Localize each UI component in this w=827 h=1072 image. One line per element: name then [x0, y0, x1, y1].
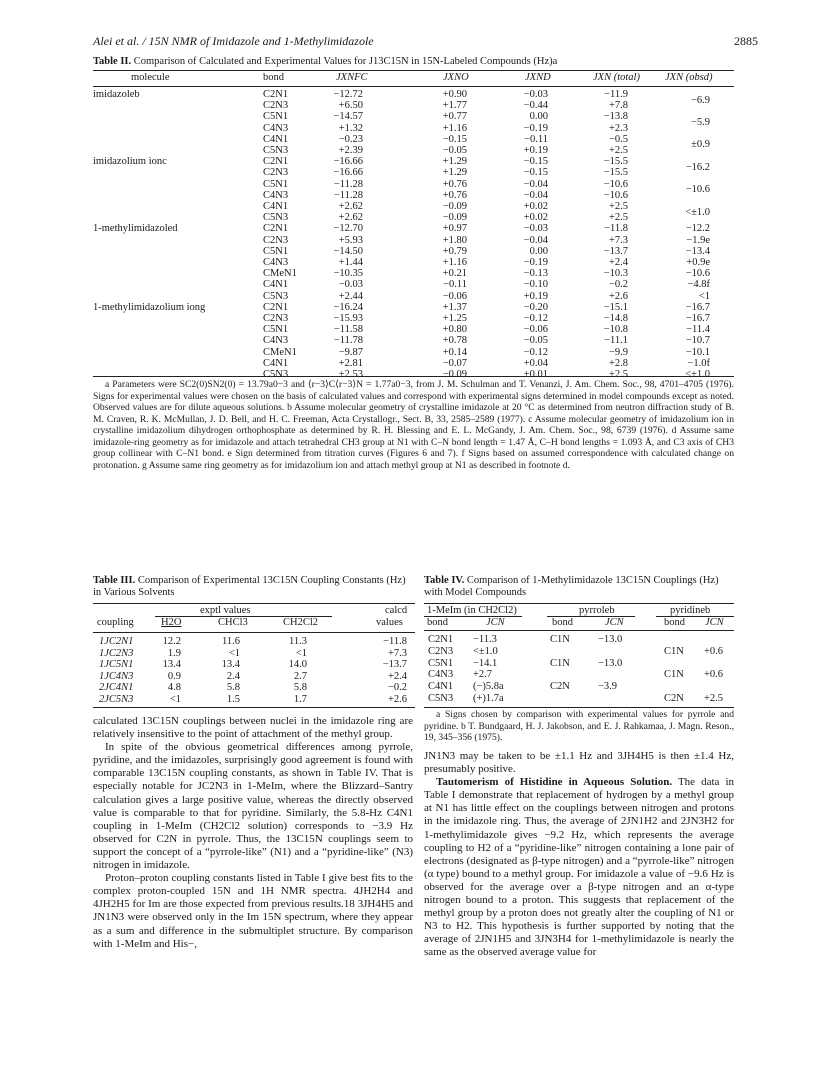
table2-cell-o: +0.14	[442, 346, 467, 358]
table3-col-values: values	[376, 617, 403, 628]
table2-cell-bond: C5N3	[263, 369, 289, 380]
section-heading: Tautomerism of Histidine in Aqueous Solution.	[436, 776, 673, 789]
table3-col-h2o: H2O	[161, 617, 182, 628]
table4-cell-bond-3: C1N	[664, 645, 684, 657]
table4-cell-bond-3: C1N	[664, 669, 684, 681]
table4-cell-bond-1: C5N1	[428, 657, 454, 669]
table2-cell-fc: +2.62	[338, 201, 363, 212]
table2-cell-o: +0.21	[442, 268, 467, 280]
table2-cell-d: −0.03	[523, 223, 548, 235]
table3-cell-ch2cl2: 1.7	[293, 694, 307, 705]
table3-col-coupling: coupling	[97, 617, 134, 628]
table2-cell-bond: C5N3	[263, 212, 289, 224]
col-header-molecule: molecule	[131, 72, 170, 83]
table4-cell-bond-2: C2N	[550, 681, 570, 693]
table2-cell-obsd: −1.0f	[687, 357, 710, 369]
table2-cell-fc: −0.23	[338, 133, 363, 145]
table2-cell-bond: C4N1	[263, 201, 289, 212]
table2-cell-o: +1.16	[442, 122, 467, 134]
table2-cell-bond: C4N1	[263, 133, 289, 145]
left-para-1: calculated 13C15N couplings between nuclei in the imidazole ring are relatively insensitive to the point of attachment of the methyl group.	[93, 715, 413, 741]
table3-cell-ch2cl2: 5.8	[293, 682, 307, 694]
table2-cell-total: −15.5	[603, 156, 628, 168]
table4-cell-bond-1: C2N3	[428, 645, 454, 657]
table2-cell-fc: −14.57	[333, 111, 363, 123]
table2-cell-total: +2.5	[608, 201, 628, 212]
col-header-jxn-total: JXN (total)	[593, 72, 640, 83]
table2-cell-obsd: −16.2	[685, 161, 710, 173]
table2-cell-total: −14.8	[603, 313, 628, 324]
table4-cell-bond-2: C1N	[550, 657, 570, 669]
table2-cell-fc: −11.28	[333, 189, 363, 201]
table2-cell-fc: −14.50	[333, 245, 363, 257]
table2-cell-o: +1.37	[442, 301, 467, 313]
table3-cell-chcl3: 2.4	[226, 670, 240, 682]
table4-sub-jcn-3: JCN	[705, 617, 724, 628]
table2-cell-d: −0.04	[523, 234, 548, 246]
table4-cell-jcn-2: −13.0	[598, 634, 623, 645]
table2-cell-fc: −15.93	[333, 313, 363, 324]
table2-cell-total: +2.6	[608, 290, 628, 302]
table2-cell-total: −0.5	[608, 133, 628, 145]
table2-cell-molecule: 1-methylimidazolium iong	[93, 301, 206, 313]
table2-cell-o: +0.80	[442, 324, 467, 336]
table3-cell-ch2cl2: <1	[295, 647, 307, 659]
table2-cell-o: +1.29	[442, 167, 467, 179]
table2-cell-total: +2.5	[608, 369, 628, 380]
table2-cell-bond: C5N1	[263, 324, 289, 336]
table2-cell-obsd: <±1.0	[685, 369, 710, 380]
table2-cell-d: −0.19	[523, 122, 548, 134]
table3-cell-calcd: +2.6	[387, 694, 407, 705]
table2-cell-d: −0.19	[523, 257, 548, 268]
table2-cell-d: 0.00	[529, 111, 548, 123]
table4-cell-bond-1: C4N1	[428, 681, 454, 693]
table2-cell-total: −11.1	[604, 335, 628, 347]
table2-cell-fc: −0.03	[338, 279, 363, 291]
table2-cell-total: −9.9	[608, 346, 628, 358]
table3-cell-ch2cl2: 11.3	[289, 636, 307, 647]
table3-cell-h2o: <1	[169, 694, 181, 705]
table2-cell-o: +1.77	[442, 100, 467, 112]
table2-header-rule	[93, 86, 734, 87]
table2-cell-molecule: imidazolium ionc	[93, 156, 167, 168]
table2-cell-o: −0.07	[442, 357, 467, 369]
table2-cell-o: +1.16	[442, 257, 467, 268]
page-number: 2885	[734, 34, 758, 48]
table2-cell-bond: C5N1	[263, 245, 289, 257]
table2-cell-total: −15.5	[603, 167, 628, 179]
table2-cell-total: −15.1	[603, 301, 628, 313]
table3-cell-coupling: 2JC4N1	[99, 682, 134, 694]
table2-cell-o: +0.77	[442, 111, 467, 123]
table4-cell-jcn-3: +0.6	[704, 669, 724, 681]
table4-cell-jcn-2: −3.9	[598, 681, 618, 693]
table2-cell-fc: −11.28	[333, 178, 363, 190]
table2-cell-bond: C2N1	[263, 156, 289, 168]
table3-cell-chcl3: 1.5	[226, 694, 240, 705]
table2-cell-fc: +5.93	[338, 234, 363, 246]
right-para-2-text: The data in Table I demonstrate that replacement of hydrogen by a methyl group at N1 has little effect on the couplings between nitrogen and protons in the imidazole ring. Thus, the average of 2JN1H2 and 2JN3H2 for 1-methylimidazole gives −9.2 Hz, which represents the average coupling to H2 of a “pyridine-like” nitrogen containing a lone pair of electrons (designated as β-type nitrogen) and a “pyrrole-like” nitrogen (α type) bound to a methyl group. For imidazole a value of −9.6 Hz is observed for the average over a β-type nitrogen and an α-type nitrogen bound to a proton. This suggests that replacement of the methyl group by a proton does not greatly alter the coupling of N1 or N3 to H2. This hypothesis is further supported by noting that the average of 2JN1H5 and 3JN3H4 for 1-methylimidazole is nearly the same as the observed average value for	[424, 776, 734, 959]
table4-cell-jcn-1: −14.1	[473, 657, 498, 669]
table2-cell-d: −0.20	[523, 301, 548, 313]
table2-cell-fc: −16.66	[333, 167, 363, 179]
table2-cell-bond: C2N3	[263, 100, 289, 112]
table2-cell-obsd: −16.7	[685, 301, 710, 313]
col-header-jxn-fc: JXNFC	[336, 72, 368, 83]
table3-cell-coupling: 1JC2N3	[99, 647, 134, 659]
table3-cell-calcd: +2.4	[387, 670, 407, 682]
table2-cell-fc: +1.32	[338, 122, 363, 134]
table4-footnote: a Signs chosen by comparison with experimental values for pyrrole and pyridine. b T. Bundgaard, H. J. Jakobson, and E. J. Rahkamaa, J. Magn. Reson., 19, 345–356 (1975).	[424, 709, 734, 743]
table3-cell-h2o: 12.2	[162, 636, 181, 647]
table2-cell-obsd: +0.9e	[686, 257, 710, 268]
table2-cell-bond: C4N3	[263, 335, 289, 347]
table2-cell-obsd: −6.9	[690, 94, 710, 106]
table2-cell-bond: C4N1	[263, 357, 289, 369]
table2-cell-fc: −16.24	[333, 301, 363, 313]
table2-cell-bond: C4N1	[263, 279, 289, 291]
table3-top-rule	[93, 603, 415, 604]
table2-cell-fc: −16.66	[333, 156, 363, 168]
table4-sub-bond-1: bond	[427, 617, 448, 628]
table2-cell-total: +2.3	[608, 122, 628, 134]
table2-cell-molecule: 1-methylimidazoled	[93, 223, 178, 235]
table4-cell-jcn-3: +2.5	[704, 693, 724, 704]
table2-cell-bond: C2N1	[263, 89, 289, 100]
table2-cell-bond: C5N3	[263, 145, 289, 156]
table2-cell-o: −0.05	[442, 145, 467, 156]
table4-cell-bond-2: C1N	[550, 634, 570, 645]
table2-cell-total: −13.7	[603, 245, 628, 257]
table4-cell-jcn-3: +0.6	[704, 645, 724, 657]
table2-cell-o: −0.11	[443, 279, 467, 291]
table2-footnote: a Parameters were SC2(0)SN2(0) = 13.79a0−3 and ⟨r−3⟩C⟨r−3⟩N = 1.77a0−3, from J. M. Schulman and T. Venanzi, J. Am. Chem. Soc., 98, 4701–4705 (1976). Signs for experimental values were chosen on the basis of calculated values and correspond with experimental signs determined in model compounds except as noted. Observed values are for dilute aqueous solutions. b Assume molecular geometry of crystalline imidazole at 20 °C as determined from neutron diffraction study of B. M. Craven, R. K. McMullan, J. D. Bell, and H. C. Freeman, Acta Crystallogr., Sect. B, 33, 2585–2589 (1977). c Assume molecular geometry of imidazolium ion in crystalline imidazolium dihydrogen orthophosphate as determined by R. H. Blessing and E. L. McGandy, J. Am. Chem. Soc., 98, 6739 (1976). d Assume same imidazole-ring geometry as for imidazole and attach tetrahedral CH3 group at N1 with C–N bond length = 1.47 Å, C–H bond lengths = 1.093 Å, and C3 axis of CH3 group collinear with C–N1 bond. e Sign determined from titration curves (Figures 6 and 7). f Signs based on assumed correspondence with calculated change on protonation. g Assume same ring geometry as for imidazolium ion and attach methyl group at N1 as described in footnote d.	[93, 379, 734, 471]
table3-cell-coupling: 2JC5N3	[99, 694, 134, 705]
table2-cell-bond: CMeN1	[263, 268, 297, 280]
table2-cell-d: +0.02	[523, 201, 548, 212]
table3-cell-calcd: −11.8	[383, 636, 407, 647]
table4-cell-bond-1: C2N1	[428, 634, 454, 645]
table2-cell-d: +0.04	[523, 357, 548, 369]
table4-cell-bond-3: C2N	[664, 693, 684, 704]
table4-caption-label: Table IV.	[424, 575, 465, 586]
table2-cell-bond: C2N3	[263, 234, 289, 246]
table3-header-rule	[93, 632, 415, 633]
right-para-2	[424, 776, 734, 959]
table4-sub-jcn-1: JCN	[486, 617, 505, 628]
table4-group-pyrrole: pyrroleb	[579, 605, 615, 616]
table2-cell-bond: C5N1	[263, 178, 289, 190]
table2-cell-obsd: −10.1	[685, 346, 710, 358]
table2-cell-o: −0.15	[442, 133, 467, 145]
table3-caption-text: Comparison of Experimental 13C15N Coupling Constants (Hz) in Various Solvents	[93, 575, 406, 598]
table2-cell-total: +2.5	[608, 212, 628, 224]
table2-cell-o: +1.25	[442, 313, 467, 324]
table2-cell-o: +0.78	[442, 335, 467, 347]
table3-cell-chcl3: <1	[228, 647, 240, 659]
table2-cell-d: −0.03	[523, 89, 548, 100]
table3-cell-chcl3: 11.6	[222, 636, 240, 647]
left-para-3: Proton–proton coupling constants listed in Table I give best fits to the complex proton-coupled 15N and 1H NMR spectra. 4JH2H4 and 4JH2H5 for Im are those expected from previous results.18 3JH4H5 and JN1N3 were observed only in the Im 15N spectrum, where they appear as a sum and difference in the submultiplet structure. By comparison with 1-MeIm and His−,	[93, 872, 413, 950]
table2-cell-o: −0.06	[442, 290, 467, 302]
table3-cell-chcl3: 5.8	[226, 682, 240, 694]
table3-cell-h2o: 4.8	[167, 682, 181, 694]
table2-cell-total: −11.8	[604, 223, 628, 235]
table2-cell-fc: +2.39	[338, 145, 363, 156]
table2-cell-obsd: −1.9e	[686, 234, 710, 246]
left-para-2: In spite of the obvious geometrical differences among pyrrole, pyridine, and the imidazoles, surprisingly good agreement is found with comparable 13C15N coupling constants, as shown in Table IV. That is especially notable for JC2N3 in 1-MeIm, where the Blizzard–Santry calculation gives a large positive value, whereas the directly observed value is comparable to that for pyridine. Similarly, the 5.8-Hz C4N1 coupling in 1-MeIm (CH2Cl2 solution) corresponds to −3.9 Hz observed for C2N in pyrrole. Thus, the 13C15N couplings seem to support the concept of a “pyrrole-like” (N1) and a “pyridine-like” (N3) nitrogen in imidazole.	[93, 741, 413, 872]
table4-header-rule	[424, 630, 734, 631]
table2-cell-obsd: −10.6	[685, 268, 710, 280]
table2-cell-total: +2.8	[608, 357, 628, 369]
table2-cell-fc: −11.58	[333, 324, 363, 336]
table2-cell-d: −0.04	[523, 178, 548, 190]
right-para-1: JN1N3 may be taken to be ±1.1 Hz and 3JH4H5 is then ±1.4 Hz, presumably positive.	[424, 750, 734, 776]
table2-cell-obsd: −11.4	[686, 324, 710, 336]
table2-cell-d: −0.15	[523, 156, 548, 168]
table2-cell-bond: C5N1	[263, 111, 289, 123]
table4-sub-bond-3: bond	[664, 617, 685, 628]
table4-cell-bond-1: C5N3	[428, 693, 454, 704]
table2-cell-d: −0.12	[523, 346, 548, 358]
table2-cell-molecule: imidazoleb	[93, 89, 140, 100]
col-header-jxn-obsd: JXN (obsd)	[665, 72, 713, 83]
table4-cell-jcn-1: +2.7	[473, 669, 493, 681]
table2-cell-fc: −10.35	[333, 268, 363, 280]
table2-cell-o: +1.29	[442, 156, 467, 168]
table4-cell-jcn-1: (+)1.7a	[473, 693, 504, 704]
table3-col-calcd: calcd	[385, 605, 408, 616]
table2-cell-o: +0.90	[442, 89, 467, 100]
table4-sub-bond-2: bond	[552, 617, 573, 628]
table2-caption-text: Comparison of Calculated and Experimental Values for J13C15N in 15N-Labeled Compounds (Hz)a	[133, 56, 558, 67]
table2-cell-fc: −12.70	[333, 223, 363, 235]
table2-caption-label: Table II.	[93, 56, 132, 67]
table3-cell-calcd: −0.2	[387, 682, 407, 694]
table2-cell-obsd: ±0.9	[691, 139, 710, 151]
table4-bottom-rule	[424, 707, 734, 708]
table2-bottom-rule	[93, 376, 734, 377]
table3-caption	[93, 575, 413, 599]
table3-group-header: exptl values	[200, 605, 251, 616]
table2-cell-bond: C4N3	[263, 257, 289, 268]
table2-cell-d: 0.00	[529, 245, 548, 257]
table2-cell-o: −0.09	[442, 369, 467, 380]
table2-cell-fc: +2.81	[338, 357, 363, 369]
table3-caption-label: Table III.	[93, 575, 136, 586]
table2-cell-d: −0.12	[523, 313, 548, 324]
table2-cell-total: +7.8	[608, 100, 628, 112]
left-column	[93, 715, 413, 951]
table3-cell-calcd: +7.3	[387, 647, 407, 659]
table4-cell-jcn-1: −11.3	[473, 634, 497, 645]
table2-cell-bond: C5N3	[263, 290, 289, 302]
table3-col-ch2cl2: CH2Cl2	[283, 617, 319, 628]
table2-cell-bond: C2N1	[263, 223, 289, 235]
table2-top-rule	[93, 70, 734, 71]
table2-cell-obsd: −10.6	[685, 184, 710, 196]
table2-cell-d: −0.10	[523, 279, 548, 291]
table3-col-chcl3: CHCl3	[218, 617, 248, 628]
table2-cell-total: −10.8	[603, 324, 628, 336]
table2-cell-bond: C2N3	[263, 167, 289, 179]
table3-cell-calcd: −13.7	[382, 659, 407, 671]
table2-cell-d: −0.11	[524, 133, 548, 145]
table3-cell-coupling: 1JC4N3	[99, 670, 134, 682]
table3-bottom-rule	[93, 707, 415, 708]
table2-cell-fc: +1.44	[338, 257, 363, 268]
table3-cell-ch2cl2: 2.7	[293, 670, 307, 682]
table2-cell-obsd: −5.9	[690, 117, 710, 128]
table4-caption-text: Comparison of 1-Methylimidazole 13C15N Couplings (Hz) with Model Compounds	[424, 575, 719, 598]
table2-cell-total: −10.3	[603, 268, 628, 280]
table2-cell-total: −10.6	[603, 178, 628, 190]
table2-cell-bond: C4N3	[263, 122, 289, 134]
table4-caption	[424, 575, 734, 599]
table2-cell-fc: −12.72	[333, 89, 363, 100]
table2-cell-d: −0.05	[523, 335, 548, 347]
table2-cell-o: −0.09	[442, 201, 467, 212]
table2-cell-total: −11.9	[604, 89, 628, 100]
table3-cell-ch2cl2: 14.0	[288, 659, 307, 671]
table2-cell-total: −0.2	[608, 279, 628, 291]
table2-cell-d: −0.13	[523, 268, 548, 280]
table2-body	[93, 89, 734, 389]
table2-cell-total: −13.8	[603, 111, 628, 123]
table3-cell-coupling: 1JC2N1	[99, 636, 134, 647]
table2-cell-d: +0.19	[523, 290, 548, 302]
table4-top-rule	[424, 603, 734, 604]
table2-cell-o: +0.79	[442, 245, 467, 257]
table2-cell-total: +2.5	[608, 145, 628, 156]
table2-cell-fc: −11.78	[333, 335, 363, 347]
table2-cell-fc: +2.62	[338, 212, 363, 224]
table2-cell-d: −0.15	[523, 167, 548, 179]
table4-cell-jcn-1: (−)5.8a	[473, 681, 504, 693]
table3-cell-h2o: 1.9	[167, 647, 181, 659]
table2-cell-o: −0.09	[442, 212, 467, 224]
table2-cell-total: +7.3	[608, 234, 628, 246]
table2-cell-obsd: <1	[698, 290, 710, 302]
table2-cell-obsd: −13.4	[685, 245, 710, 257]
table4-cell-jcn-2: −13.0	[598, 657, 623, 669]
table2-cell-d: −0.06	[523, 324, 548, 336]
table4-sub-jcn-2: JCN	[605, 617, 624, 628]
table2-cell-d: +0.19	[523, 145, 548, 156]
table3-cell-coupling: 1JC5N1	[99, 659, 134, 671]
table2-cell-bond: CMeN1	[263, 346, 297, 358]
table3-cell-h2o: 13.4	[162, 659, 181, 671]
table2-cell-o: +0.76	[442, 178, 467, 190]
table3-cell-h2o: 0.9	[167, 670, 181, 682]
table2-cell-obsd: −16.7	[685, 313, 710, 324]
table4-group-1meim: 1-MeIm (in CH2Cl2)	[427, 605, 517, 616]
table2-cell-fc: −9.87	[338, 346, 363, 358]
table2-cell-fc: +2.53	[338, 369, 363, 380]
table4-cell-bond-1: C4N3	[428, 669, 454, 681]
table4-group-pyridine: pyridineb	[670, 605, 711, 616]
table2-cell-obsd: <±1.0	[685, 206, 710, 218]
table2-cell-d: −0.44	[523, 100, 548, 112]
table2-cell-total: +2.4	[608, 257, 628, 268]
table3-cell-chcl3: 13.4	[221, 659, 240, 671]
table2-cell-obsd: −10.7	[685, 335, 710, 347]
table2-cell-o: +1.80	[442, 234, 467, 246]
table2-cell-d: +0.01	[523, 369, 548, 380]
table2-cell-o: +0.97	[442, 223, 467, 235]
table4-cell-jcn-1: <±1.0	[473, 645, 498, 657]
table2-cell-d: −0.04	[523, 189, 548, 201]
table2-cell-fc: +6.50	[338, 100, 363, 112]
col-header-jxn-o: JXNO	[443, 72, 469, 83]
col-header-bond: bond	[263, 72, 284, 83]
table2-cell-fc: +2.44	[338, 290, 363, 302]
table2-caption	[93, 56, 734, 68]
table2-cell-d: +0.02	[523, 212, 548, 224]
table2-cell-obsd: −4.8f	[687, 279, 710, 291]
table2-cell-o: +0.76	[442, 189, 467, 201]
running-header: Alei et al. / 15N NMR of Imidazole and 1-Methylimidazole	[93, 34, 374, 48]
table2-cell-obsd: −12.2	[685, 223, 710, 235]
right-column	[424, 750, 734, 960]
col-header-jxn-d: JXND	[525, 72, 551, 83]
table2-cell-bond: C4N3	[263, 189, 289, 201]
table2-cell-total: −10.6	[603, 189, 628, 201]
table2-cell-bond: C2N1	[263, 301, 289, 313]
table2-cell-bond: C2N3	[263, 313, 289, 324]
